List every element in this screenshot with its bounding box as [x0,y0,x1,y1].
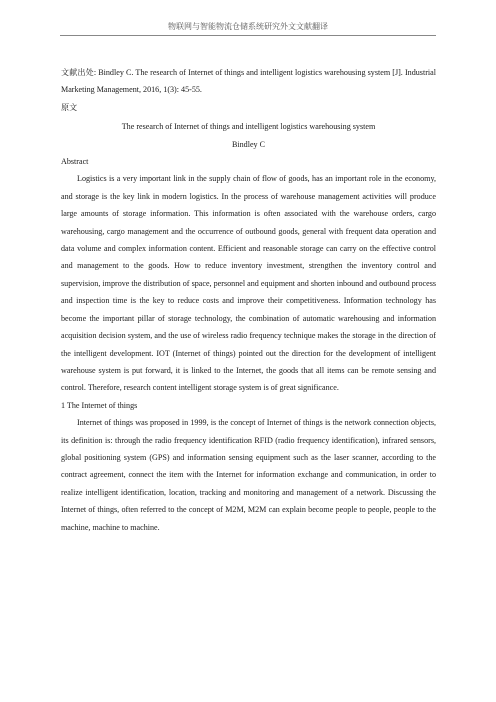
section-paragraph: Internet of things was proposed in 1999, is the concept of Internet of things is the network connection objects, its definition is: through the radio frequency identification RFID (radio frequency identification), infrared sensors, global positioning system (GPS) and information sensing equipment such as the laser scanner, according to the contract agreement, connect the item with the Internet for information exchange and communication, in order to realize intelligent identification, location, tracking and monitoring and management of a network. Discussing the Internet of things, often referred to the concept of M2M, M2M can explain become people to people, people to the machine, machine to machine. [61,418,436,532]
abstract-paragraph: Logistics is a very important link in the supply chain of flow of goods, has an important role in the economy, and storage is the key link in modern logistics. In the process of warehouse management activities will produce large amounts of storage information. This information is often associated with the warehouse orders, cargo warehousing, cargo management and the occurrence of outbound goods, general with frequent data operation and data volume and complex information content. Efficient and reasonable storage can carry on the effective control and management to the goods. How to reduce inventory investment, strengthen the inventory control and supervision, improve the distribution of space, personnel and equipment and shorten inbound and outbound process and inspection time is the key to reduce costs and improve their competitiveness. Information technology has become the important pillar of storage technology, the combination of automatic warehousing and information acquisition decision system, and the use of wireless radio frequency technique makes the storage in the direction of the intelligent development. IOT (Internet of things) pointed out the direction for the development of intelligent warehouse system is put forward, it is linked to the Internet, the goods that all items can be remote sensing and control. Therefore, research content intelligent storage system is of great significance. [61,174,436,393]
running-header: 物联网与智能物流仓储系统研究外文文献翻译 [168,22,328,31]
citation: 文献出处: Bindley C. The research of Internet of things and intelligent logistics warehousing system [J]. Industrial Marketing Management, 2016, 1(3): 45-55. [61,68,436,95]
author: Bindley C [231,139,266,149]
document-body [61,64,436,536]
article-title: The research of Internet of things and intelligent logistics warehousing system [121,122,376,132]
abstract-heading: Abstract [61,157,89,167]
section-heading: 1 The Internet of things [61,400,138,410]
original-label: 原文 [61,102,78,112]
header-divider [60,35,436,36]
